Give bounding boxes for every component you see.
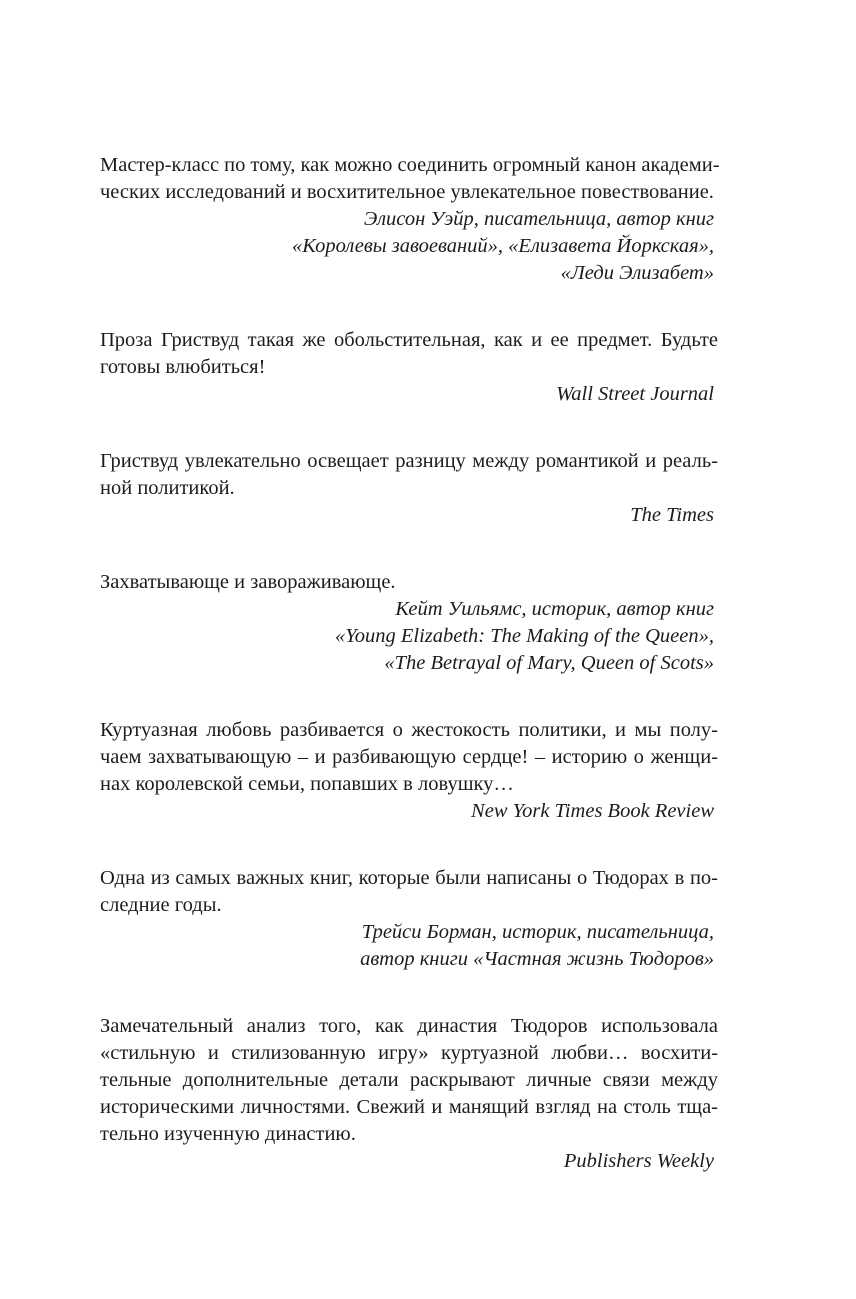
review-quote: [100, 569, 718, 596]
quote-line: Мастер-класс по тому, как можно соединить огромный канон академи-: [100, 154, 720, 176]
attribution-line: «Леди Элизабет»: [560, 262, 714, 284]
quote-line: готовы влюбиться!: [100, 356, 266, 378]
quote-line: нах королевской семьи, попавших в ловушку…: [100, 773, 514, 795]
quote-line: Проза Гриствуд такая же обольстительная, как и ее предмет. Будьте: [100, 329, 718, 351]
review-2: [100, 327, 718, 408]
review-quote: [100, 865, 718, 919]
review-attribution: [100, 502, 718, 529]
attribution-line: Publishers Weekly: [563, 1150, 714, 1172]
review-7: [100, 1013, 718, 1175]
review-attribution: [100, 798, 718, 825]
quote-line: Захватывающе и завораживающе.: [100, 571, 396, 593]
quote-line: следние годы.: [100, 894, 222, 916]
attribution-line: Кейт Уильямс, историк, автор книг: [395, 598, 714, 620]
review-attribution: [100, 206, 718, 287]
review-5: [100, 717, 718, 825]
page-content: [100, 152, 718, 1215]
review-quote: [100, 1013, 718, 1148]
attribution-line: New York Times Book Review: [471, 800, 714, 822]
attribution-line: Wall Street Journal: [556, 383, 714, 405]
attribution-line: Элисон Уэйр, писательница, автор книг: [363, 208, 714, 230]
attribution-line: The Times: [630, 504, 714, 526]
quote-line: тельно изученную династию.: [100, 1123, 356, 1145]
review-attribution: [100, 1148, 718, 1175]
quote-line: историческими личностями. Свежий и манящий взгляд на столь тща-: [100, 1096, 718, 1118]
review-3: [100, 448, 718, 529]
review-attribution: [100, 381, 718, 408]
review-1: [100, 152, 718, 287]
attribution-line: Трейси Борман, историк, писательница,: [361, 921, 714, 943]
review-quote: [100, 327, 718, 381]
review-4: [100, 569, 718, 677]
attribution-line: «Young Elizabeth: The Making of the Queen»,: [334, 625, 714, 647]
review-quote: [100, 717, 718, 798]
review-6: [100, 865, 718, 973]
quote-line: Замечательный анализ того, как династия Тюдоров использовала: [100, 1015, 718, 1037]
attribution-line: «The Betrayal of Mary, Queen of Scots»: [384, 652, 714, 674]
quote-line: тельные дополнительные детали раскрывают личные связи между: [100, 1069, 718, 1091]
review-attribution: [100, 919, 718, 973]
review-quote: [100, 152, 718, 206]
review-attribution: [100, 596, 718, 677]
quote-line: ной политикой.: [100, 477, 235, 499]
quote-line: Одна из самых важных книг, которые были написаны о Тюдорах в по-: [100, 867, 718, 889]
quote-line: Куртуазная любовь разбивается о жестокость политики, и мы полу-: [100, 719, 718, 741]
attribution-line: автор книги «Частная жизнь Тюдоров»: [360, 948, 714, 970]
quote-line: ческих исследований и восхитительное увлекательное повествование.: [100, 181, 714, 203]
attribution-line: «Королевы завоеваний», «Елизавета Йоркская»,: [292, 235, 714, 257]
quote-line: «стильную и стилизованную игру» куртуазной любви… восхити-: [100, 1042, 718, 1064]
review-quote: [100, 448, 718, 502]
quote-line: чаем захватывающую – и разбивающую сердце! – историю о женщи-: [100, 746, 718, 768]
quote-line: Гриствуд увлекательно освещает разницу между романтикой и реаль-: [100, 450, 718, 472]
